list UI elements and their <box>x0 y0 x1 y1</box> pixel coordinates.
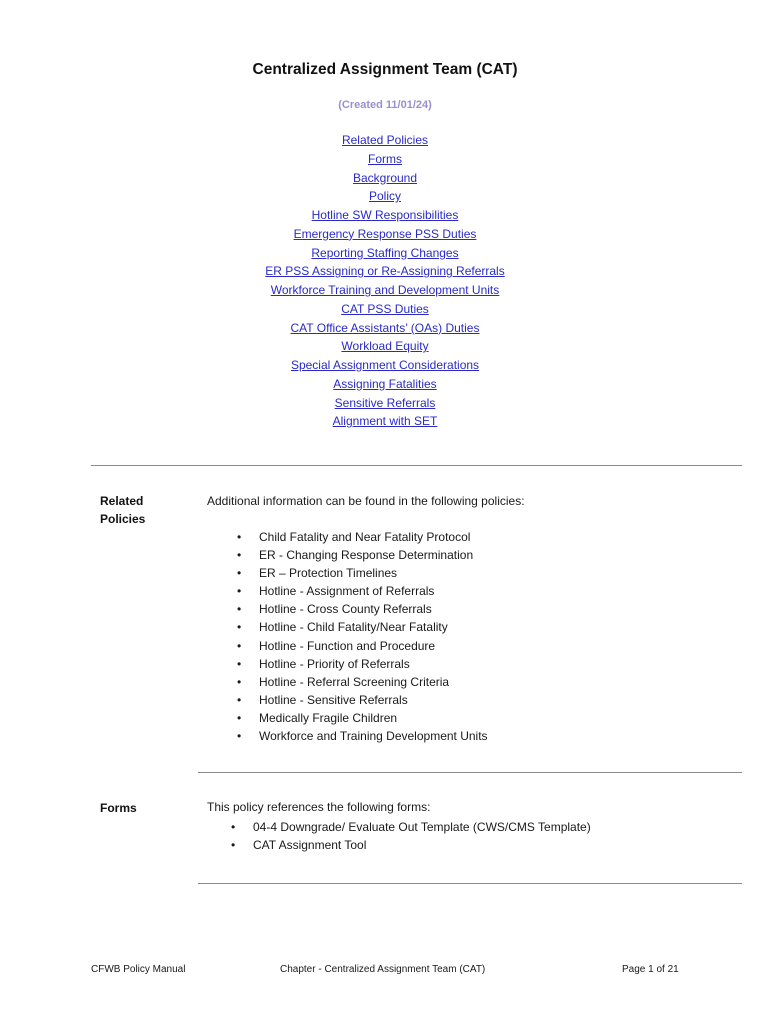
toc-item <box>0 337 770 356</box>
footer-chapter: Chapter - Centralized Assignment Team (CAT) <box>280 964 486 975</box>
list-item: • ER - Changing Response Determination <box>237 546 488 564</box>
toc-item <box>0 412 770 431</box>
footer-page-number: Page 1 of 21 <box>622 964 679 975</box>
toc-link-forms[interactable]: Forms <box>368 151 402 166</box>
toc-link-hotline-sw-responsibilities[interactable]: Hotline SW Responsibilities <box>311 208 459 222</box>
toc-item <box>0 225 770 244</box>
toc-link-alignment-with-set[interactable]: Alignment with SET <box>332 414 438 429</box>
toc-item <box>0 187 770 206</box>
toc-item <box>0 262 770 281</box>
toc-item <box>0 281 770 300</box>
toc-link-workload-equity[interactable]: Workload Equity <box>341 339 429 354</box>
toc-link-cat-pss-duties[interactable]: CAT PSS Duties <box>341 301 429 316</box>
section-divider <box>91 465 742 466</box>
toc-item <box>0 300 770 319</box>
toc-item <box>0 375 770 394</box>
toc-item <box>0 319 770 338</box>
footer-manual-name: CFWB Policy Manual <box>91 964 186 975</box>
list-item: • Hotline - Child Fatality/Near Fatality <box>237 618 488 636</box>
toc-item <box>0 356 770 375</box>
section-divider <box>198 883 742 884</box>
list-item: • Hotline - Assignment of Referrals <box>237 582 488 600</box>
toc-link-sensitive-referrals[interactable]: Sensitive Referrals <box>334 395 436 410</box>
related-policies-intro: Additional information can be found in the following policies: <box>207 494 525 508</box>
toc-link-related-policies[interactable]: Related Policies <box>341 133 429 147</box>
toc-item <box>0 206 770 225</box>
toc-link-policy[interactable]: Policy <box>368 189 401 204</box>
section-divider <box>198 772 742 773</box>
related-policies-list <box>237 528 488 745</box>
toc-item <box>0 394 770 413</box>
toc-link-cat-oa-duties[interactable]: CAT Office Assistants’ (OAs) Duties <box>290 320 480 335</box>
toc-item <box>0 244 770 263</box>
forms-label: Forms <box>100 801 137 815</box>
forms-list <box>231 818 591 854</box>
list-item: • CAT Assignment Tool <box>231 836 591 854</box>
list-item: • ER – Protection Timelines <box>237 564 488 582</box>
toc-link-special-assignment[interactable]: Special Assignment Considerations <box>290 358 480 372</box>
list-item: • Medically Fragile Children <box>237 709 488 727</box>
toc-link-reporting-staffing-changes[interactable]: Reporting Staffing Changes <box>311 245 459 260</box>
list-item: • Hotline - Cross County Referrals <box>237 600 488 618</box>
related-policies-label: Related Policies <box>100 494 146 526</box>
toc-item <box>0 169 770 188</box>
created-date: (Created 11/01/24) <box>338 99 432 111</box>
table-of-contents <box>0 131 770 431</box>
document-title: Centralized Assignment Team (CAT) <box>252 61 518 78</box>
list-item: • Child Fatality and Near Fatality Protocol <box>237 528 488 546</box>
toc-item <box>0 131 770 150</box>
list-item: • Hotline - Referral Screening Criteria <box>237 673 488 691</box>
toc-link-workforce-training[interactable]: Workforce Training and Development Units <box>270 283 500 297</box>
toc-link-assigning-fatalities[interactable]: Assigning Fatalities <box>333 376 437 391</box>
toc-link-er-pss-assigning[interactable]: ER PSS Assigning or Re-Assigning Referrals <box>265 264 505 279</box>
list-item: • Hotline - Sensitive Referrals <box>237 691 488 709</box>
toc-item <box>0 150 770 169</box>
list-item: • Hotline - Priority of Referrals <box>237 655 488 673</box>
list-item: • Workforce and Training Development Units <box>237 727 488 745</box>
forms-intro: This policy references the following forms: <box>207 800 431 814</box>
list-item: • 04-4 Downgrade/ Evaluate Out Template (CWS/CMS Template) <box>231 818 591 836</box>
toc-link-emergency-response-pss-duties[interactable]: Emergency Response PSS Duties <box>293 226 477 241</box>
toc-link-background[interactable]: Background <box>352 170 418 185</box>
list-item: • Hotline - Function and Procedure <box>237 637 488 655</box>
